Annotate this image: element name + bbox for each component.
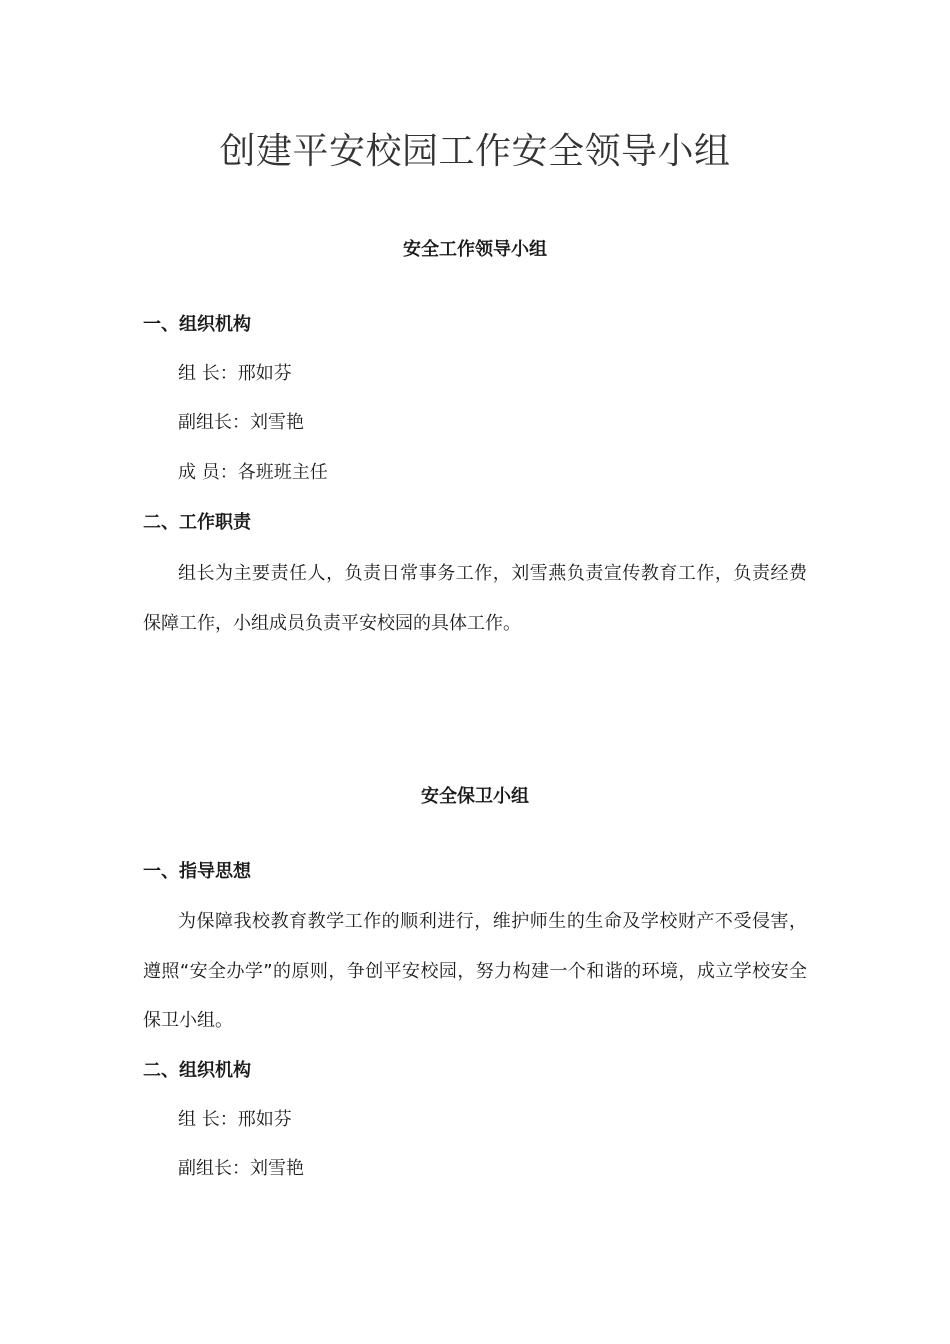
document-title: 创建平安校园工作安全领导小组 — [219, 131, 731, 172]
section1-members-line: 成 员：各班班主任 — [178, 462, 328, 483]
section1-deputy-line: 副组长：刘雪艳 — [178, 412, 304, 433]
section1-leader-line: 组 长：邢如芬 — [178, 363, 292, 384]
section2-org-heading: 二、组织机构 — [143, 1060, 251, 1081]
section1-org-heading: 一、组织机构 — [143, 314, 251, 335]
section1-duty-heading: 二、工作职责 — [143, 512, 251, 533]
section2-title: 安全保卫小组 — [421, 786, 529, 807]
section1-title: 安全工作领导小组 — [403, 239, 547, 260]
section2-guide-paragraph: 为保障我校教育教学工作的顺利进行，维护师生的生命及学校财产不受侵害，遵照“安全办学”的原则，争创平安校园，努力构建一个和谐的环境，成立学校安全保卫小组。 — [143, 911, 807, 1032]
section2-guide-heading: 一、指导思想 — [143, 861, 251, 882]
section1-duty-paragraph: 组长为主要责任人，负责日常事务工作，刘雪燕负责宣传教育工作，负责经费保障工作，小组成员负责平安校园的具体工作。 — [143, 563, 807, 634]
section2-leader-line: 组 长：邢如芬 — [178, 1109, 292, 1130]
section2-deputy-line: 副组长：刘雪艳 — [178, 1158, 304, 1179]
